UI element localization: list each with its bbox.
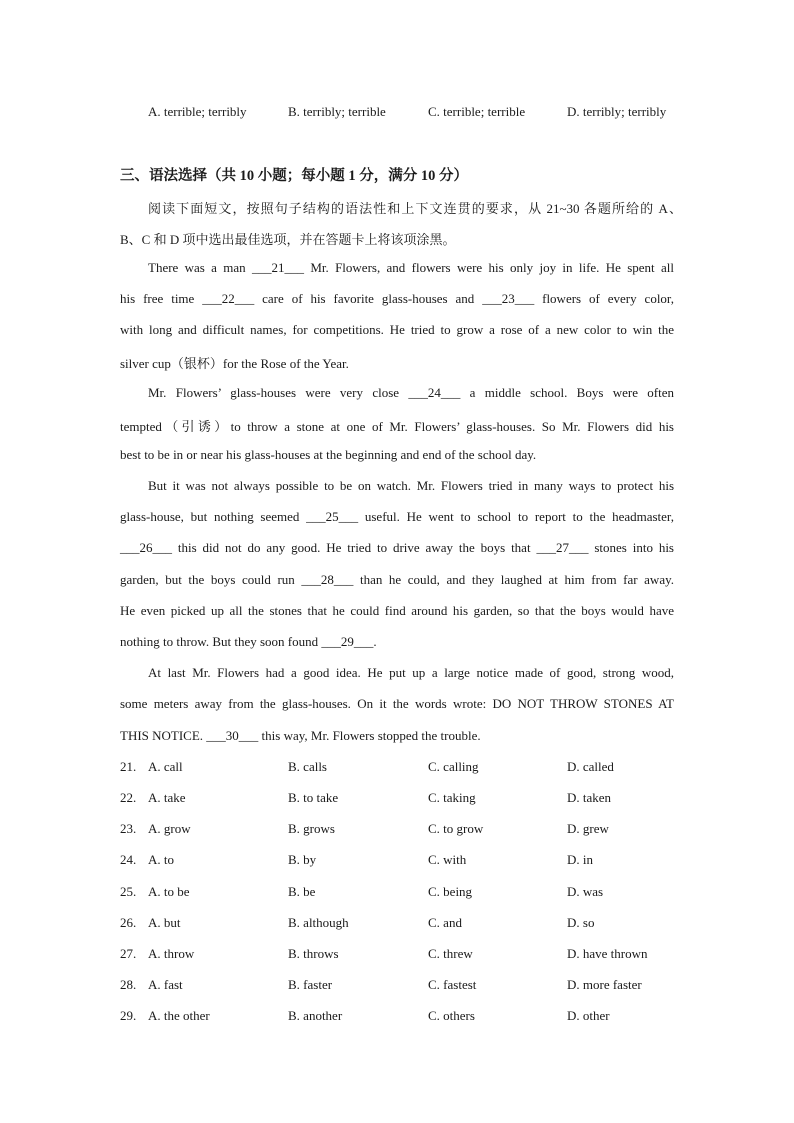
option-b: B. by bbox=[288, 852, 317, 867]
instruction-line: B、C 和 D 项中选出最佳选项，并在答题卡上将该项涂黑。 bbox=[120, 232, 456, 247]
question-number: 24. bbox=[120, 852, 137, 867]
question-number: 28. bbox=[120, 977, 137, 992]
option-c: C. others bbox=[428, 1008, 475, 1023]
option-d: D. other bbox=[567, 1008, 610, 1023]
option-d: D. called bbox=[567, 759, 614, 774]
passage-line: silver cup（银杯）for the Rose of the Year. bbox=[120, 356, 349, 371]
passage-line: Mr. Flowers’ glass-houses were very close ___24___ a middle school. Boys were often bbox=[148, 385, 674, 400]
option-b: B. faster bbox=[288, 977, 333, 992]
question-number: 26. bbox=[120, 915, 137, 930]
passage-line: with long and difficult names, for competitions. He tried to grow a rose of a new color to win the bbox=[120, 322, 674, 337]
option-b: B. be bbox=[288, 884, 316, 899]
passage-line: tempted（引诱）to throw a stone at one of Mr. Flowers’ glass-houses. So Mr. Flowers did his bbox=[120, 419, 674, 434]
option-d: D. taken bbox=[567, 790, 612, 805]
question-number: 23. bbox=[120, 821, 137, 836]
option-b: B. to take bbox=[288, 790, 339, 805]
passage-line: best to be in or near his glass-houses at the beginning and end of the school day. bbox=[120, 447, 537, 462]
option-c: C. calling bbox=[428, 759, 479, 774]
passage-line: There was a man ___21___ Mr. Flowers, and flowers were his only joy in life. He spent all bbox=[148, 260, 674, 275]
option-c: C. taking bbox=[428, 790, 476, 805]
question-number: 29. bbox=[120, 1008, 137, 1023]
option-c: C. and bbox=[428, 915, 462, 930]
passage-line: some meters away from the glass-houses. On it the words wrote: DO NOT THROW STONES AT bbox=[120, 696, 674, 711]
option-c: C. fastest bbox=[428, 977, 477, 992]
option-c: C. terrible; terrible bbox=[428, 104, 526, 119]
question-number: 27. bbox=[120, 946, 137, 961]
option-b: B. calls bbox=[288, 759, 327, 774]
option-a: A. grow bbox=[148, 821, 191, 836]
question-number: 25. bbox=[120, 884, 137, 899]
option-d: D. in bbox=[567, 852, 593, 867]
option-d: D. terribly; terribly bbox=[567, 104, 667, 119]
passage-line: glass-house, but nothing seemed ___25___ useful. He went to school to report to the headmaster, bbox=[120, 509, 674, 524]
option-a: A. throw bbox=[148, 946, 195, 961]
option-b: B. terribly; terrible bbox=[288, 104, 386, 119]
passage-line: He even picked up all the stones that he could find around his garden, so that the boys would have bbox=[120, 603, 674, 618]
instruction-line: 阅读下面短文，按照句子结构的语法性和上下文连贯的要求，从 21~30 各题所给的 A、 bbox=[148, 201, 682, 216]
option-d: D. so bbox=[567, 915, 595, 930]
option-c: C. being bbox=[428, 884, 473, 899]
option-a: A. fast bbox=[148, 977, 183, 992]
option-a: A. but bbox=[148, 915, 181, 930]
option-b: B. although bbox=[288, 915, 349, 930]
passage-line: THIS NOTICE. ___30___ this way, Mr. Flowers stopped the trouble. bbox=[120, 728, 481, 743]
option-c: C. threw bbox=[428, 946, 473, 961]
passage-line: garden, but the boys could run ___28___ than he could, and they laughed at him from far away. bbox=[120, 572, 674, 587]
question-number: 22. bbox=[120, 790, 137, 805]
passage-line: his free time ___22___ care of his favorite glass-houses and ___23___ flowers of every color, bbox=[120, 291, 674, 306]
question-number: 21. bbox=[120, 759, 137, 774]
option-a: A. to bbox=[148, 852, 174, 867]
option-c: C. to grow bbox=[428, 821, 484, 836]
option-b: B. throws bbox=[288, 946, 339, 961]
option-d: D. have thrown bbox=[567, 946, 648, 961]
passage-line: nothing to throw. But they soon found ___29___. bbox=[120, 634, 377, 649]
option-d: D. more faster bbox=[567, 977, 642, 992]
option-a: A. to be bbox=[148, 884, 190, 899]
section-heading: 三、语法选择（共 10 小题；每小题 1 分，满分 10 分） bbox=[120, 168, 468, 184]
option-b: B. grows bbox=[288, 821, 335, 836]
option-c: C. with bbox=[428, 852, 467, 867]
option-a: A. terrible; terribly bbox=[148, 104, 247, 119]
passage-line: ___26___ this did not do any good. He tried to drive away the boys that ___27___ stones into his bbox=[120, 540, 674, 555]
option-d: D. grew bbox=[567, 821, 609, 836]
passage-line: At last Mr. Flowers had a good idea. He put up a large notice made of good, strong wood, bbox=[148, 665, 674, 680]
option-a: A. call bbox=[148, 759, 183, 774]
option-b: B. another bbox=[288, 1008, 343, 1023]
option-d: D. was bbox=[567, 884, 604, 899]
option-a: A. take bbox=[148, 790, 186, 805]
option-a: A. the other bbox=[148, 1008, 210, 1023]
passage-line: But it was not always possible to be on watch. Mr. Flowers tried in many ways to protect his bbox=[148, 478, 674, 493]
